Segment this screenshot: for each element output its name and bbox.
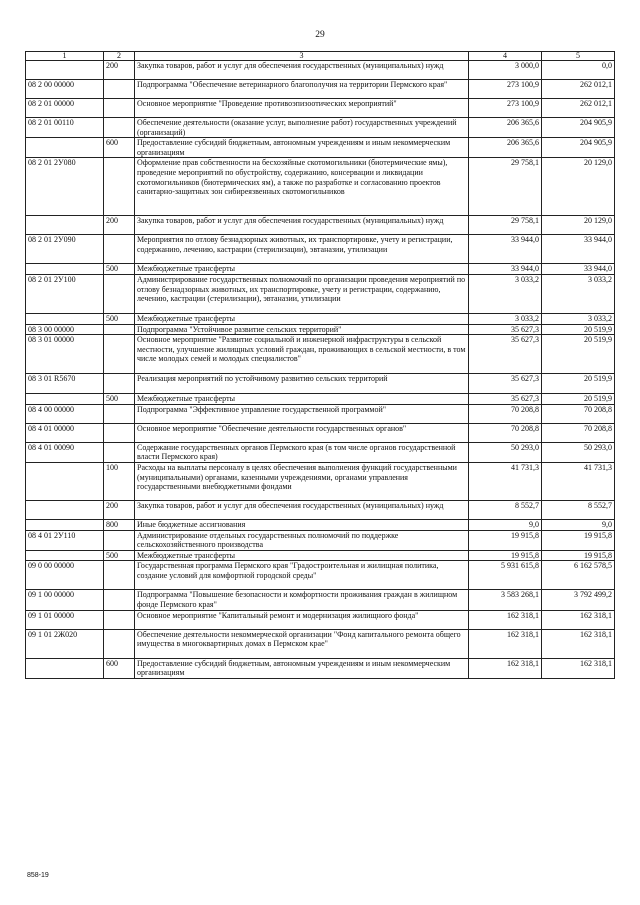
amount-col4-cell: 5 931 615,8 — [469, 561, 542, 590]
item-name-cell: Закупка товаров, работ и услуг для обеспечения государственных (муниципальных) нужд — [135, 61, 469, 80]
amount-col5-cell: 204 905,9 — [542, 118, 615, 138]
table-row — [26, 500, 615, 519]
item-name-cell: Оформление прав собственности на бесхозяйные скотомогильники (биотермические ямы), проведение мероприятий по обустройству, содержанию, консервации и ликвидации скотомогильников (биотермических ям), а также по разработке и согласованию проектов санитарно-защитных зон сибиреязвенных скотомогильников — [135, 158, 469, 216]
table-header-row — [26, 52, 615, 61]
expense-type-cell — [104, 274, 135, 313]
expense-type-cell: 200 — [104, 500, 135, 519]
expense-type-cell — [104, 235, 135, 264]
table-row — [26, 61, 615, 80]
expense-type-cell — [104, 118, 135, 138]
expense-type-cell — [104, 442, 135, 462]
table-row — [26, 658, 615, 678]
table-row — [26, 550, 615, 561]
table-row — [26, 264, 615, 275]
budget-code-cell: 08 2 01 2У100 — [26, 274, 104, 313]
table-row — [26, 138, 615, 158]
column-header: 2 — [104, 52, 135, 61]
item-name-cell: Подпрограмма "Эффективное управление государственной программой" — [135, 404, 469, 423]
table-row — [26, 610, 615, 629]
budget-code-cell — [26, 313, 104, 324]
budget-code-cell — [26, 61, 104, 80]
item-name-cell: Мероприятия по отлову безнадзорных животных, их транспортировке, учету и регистрации, содержанию, лечению, кастрации (стерилизации), эвтаназии, утилизации — [135, 235, 469, 264]
amount-col5-cell: 6 162 578,5 — [542, 561, 615, 590]
amount-col5-cell: 70 208,8 — [542, 423, 615, 442]
budget-code-cell: 08 2 01 2У080 — [26, 158, 104, 216]
amount-col5-cell: 19 915,8 — [542, 550, 615, 561]
item-name-cell: Обеспечение деятельности (оказание услуг, выполнение работ) государственных учреждений (организаций) — [135, 118, 469, 138]
item-name-cell: Обеспечение деятельности некоммерческой организации "Фонд капитального ремонта общего имущества в многоквартирных домах в Пермском крае" — [135, 629, 469, 658]
amount-col5-cell: 20 519,9 — [542, 374, 615, 394]
budget-code-cell — [26, 394, 104, 405]
amount-col5-cell: 20 519,9 — [542, 324, 615, 335]
item-name-cell: Межбюджетные трансферты — [135, 264, 469, 275]
item-name-cell: Межбюджетные трансферты — [135, 394, 469, 405]
amount-col4-cell: 19 915,8 — [469, 530, 542, 550]
amount-col4-cell: 29 758,1 — [469, 158, 542, 216]
expense-type-cell: 200 — [104, 61, 135, 80]
amount-col4-cell: 8 552,7 — [469, 500, 542, 519]
amount-col5-cell: 50 293,0 — [542, 442, 615, 462]
amount-col4-cell: 33 944,0 — [469, 264, 542, 275]
budget-code-cell: 09 1 01 00000 — [26, 610, 104, 629]
expense-type-cell — [104, 590, 135, 610]
budget-table — [25, 51, 615, 679]
expense-type-cell — [104, 335, 135, 374]
amount-col5-cell: 162 318,1 — [542, 610, 615, 629]
expense-type-cell — [104, 629, 135, 658]
expense-type-cell — [104, 404, 135, 423]
amount-col4-cell: 29 758,1 — [469, 216, 542, 235]
expense-type-cell: 500 — [104, 313, 135, 324]
expense-type-cell: 200 — [104, 216, 135, 235]
table-row — [26, 423, 615, 442]
item-name-cell: Подпрограмма "Повышение безопасности и комфортности проживания граждан в жилищном фонде Пермского края" — [135, 590, 469, 610]
budget-code-cell — [26, 138, 104, 158]
budget-code-cell: 08 3 00 00000 — [26, 324, 104, 335]
amount-col5-cell: 20 129,0 — [542, 216, 615, 235]
table-row — [26, 118, 615, 138]
amount-col5-cell: 262 012,1 — [542, 80, 615, 99]
amount-col4-cell: 3 583 268,1 — [469, 590, 542, 610]
item-name-cell: Подпрограмма "Обеспечение ветеринарного благополучия на территории Пермского края" — [135, 80, 469, 99]
item-name-cell: Основное мероприятие "Развитие социальной и инженерной инфраструктуры в сельской местности, улучшение жилищных условий граждан, проживающих в сельской местности, в том числе молодых семей и молодых специалистов" — [135, 335, 469, 374]
item-name-cell: Предоставление субсидий бюджетным, автономным учреждениям и иным некоммерческим организациям — [135, 658, 469, 678]
budget-code-cell — [26, 462, 104, 500]
expense-type-cell — [104, 530, 135, 550]
expense-type-cell — [104, 374, 135, 394]
amount-col5-cell: 162 318,1 — [542, 629, 615, 658]
item-name-cell: Реализация мероприятий по устойчивому развитию сельских территорий — [135, 374, 469, 394]
amount-col5-cell: 19 915,8 — [542, 530, 615, 550]
amount-col4-cell: 41 731,3 — [469, 462, 542, 500]
item-name-cell: Межбюджетные трансферты — [135, 313, 469, 324]
item-name-cell: Межбюджетные трансферты — [135, 550, 469, 561]
amount-col4-cell: 206 365,6 — [469, 118, 542, 138]
amount-col4-cell: 70 208,8 — [469, 423, 542, 442]
item-name-cell: Иные бюджетные ассигнования — [135, 519, 469, 530]
budget-code-cell: 08 2 01 2У090 — [26, 235, 104, 264]
amount-col4-cell: 70 208,8 — [469, 404, 542, 423]
budget-code-cell: 08 4 00 00000 — [26, 404, 104, 423]
table-row — [26, 442, 615, 462]
document-code: 858-19 — [27, 872, 49, 879]
amount-col4-cell: 206 365,6 — [469, 138, 542, 158]
amount-col4-cell: 35 627,3 — [469, 394, 542, 405]
budget-code-cell — [26, 519, 104, 530]
budget-code-cell: 08 2 01 00000 — [26, 99, 104, 118]
expense-type-cell: 600 — [104, 138, 135, 158]
table-row — [26, 274, 615, 313]
expense-type-cell — [104, 610, 135, 629]
budget-code-cell — [26, 658, 104, 678]
table-row — [26, 324, 615, 335]
table-row — [26, 561, 615, 590]
amount-col5-cell: 262 012,1 — [542, 99, 615, 118]
amount-col4-cell: 3 033,2 — [469, 313, 542, 324]
table-row — [26, 313, 615, 324]
table-row — [26, 80, 615, 99]
table-row — [26, 374, 615, 394]
item-name-cell: Администрирование государственных полномочий по организации проведения мероприятий по отлову безнадзорных животных, их транспортировке, учету и регистрации, содержанию, лечению, кастрации (стерилизации), эвтаназии, утилизации — [135, 274, 469, 313]
amount-col4-cell: 3 033,2 — [469, 274, 542, 313]
expense-type-cell — [104, 158, 135, 216]
budget-code-cell: 08 3 01 00000 — [26, 335, 104, 374]
item-name-cell: Предоставление субсидий бюджетным, автономным учреждениям и иным некоммерческим организациям — [135, 138, 469, 158]
amount-col4-cell: 35 627,3 — [469, 335, 542, 374]
expense-type-cell — [104, 561, 135, 590]
amount-col5-cell: 9,0 — [542, 519, 615, 530]
table-row — [26, 99, 615, 118]
expense-type-cell — [104, 423, 135, 442]
item-name-cell: Основное мероприятие "Обеспечение деятельности государственных органов" — [135, 423, 469, 442]
budget-code-cell — [26, 264, 104, 275]
expense-type-cell — [104, 324, 135, 335]
amount-col5-cell: 3 033,2 — [542, 274, 615, 313]
column-header: 4 — [469, 52, 542, 61]
budget-code-cell: 08 2 01 00110 — [26, 118, 104, 138]
table-row — [26, 462, 615, 500]
budget-code-cell: 08 4 01 2У110 — [26, 530, 104, 550]
expense-type-cell: 500 — [104, 264, 135, 275]
amount-col4-cell: 162 318,1 — [469, 629, 542, 658]
item-name-cell: Расходы на выплаты персоналу в целях обеспечения выполнения функций государственными (муниципальными) органами, казенными учреждениями, органами управления государственными внебюджетными фондами — [135, 462, 469, 500]
amount-col4-cell: 50 293,0 — [469, 442, 542, 462]
table-row — [26, 519, 615, 530]
column-header: 1 — [26, 52, 104, 61]
expense-type-cell: 500 — [104, 550, 135, 561]
amount-col5-cell: 41 731,3 — [542, 462, 615, 500]
table-row — [26, 404, 615, 423]
amount-col5-cell: 3 033,2 — [542, 313, 615, 324]
budget-code-cell: 08 2 00 00000 — [26, 80, 104, 99]
budget-code-cell: 08 3 01 R5670 — [26, 374, 104, 394]
amount-col5-cell: 3 792 499,2 — [542, 590, 615, 610]
budget-code-cell: 09 1 01 2Ж020 — [26, 629, 104, 658]
item-name-cell: Подпрограмма "Устойчивое развитие сельских территорий" — [135, 324, 469, 335]
item-name-cell: Закупка товаров, работ и услуг для обеспечения государственных (муниципальных) нужд — [135, 500, 469, 519]
amount-col4-cell: 35 627,3 — [469, 324, 542, 335]
column-header: 3 — [135, 52, 469, 61]
budget-code-cell: 08 4 01 00090 — [26, 442, 104, 462]
item-name-cell: Основное мероприятие "Проведение противоэпизоотических мероприятий" — [135, 99, 469, 118]
expense-type-cell — [104, 80, 135, 99]
amount-col4-cell: 273 100,9 — [469, 80, 542, 99]
table-row — [26, 216, 615, 235]
amount-col4-cell: 162 318,1 — [469, 610, 542, 629]
amount-col4-cell: 33 944,0 — [469, 235, 542, 264]
expense-type-cell — [104, 99, 135, 118]
expense-type-cell: 500 — [104, 394, 135, 405]
table-row — [26, 629, 615, 658]
item-name-cell: Содержание государственных органов Пермского края (в том числе органов государственной власти Пермского края) — [135, 442, 469, 462]
table-row — [26, 590, 615, 610]
amount-col5-cell: 33 944,0 — [542, 235, 615, 264]
amount-col4-cell: 273 100,9 — [469, 99, 542, 118]
amount-col5-cell: 20 129,0 — [542, 158, 615, 216]
budget-code-cell — [26, 500, 104, 519]
amount-col4-cell: 19 915,8 — [469, 550, 542, 561]
item-name-cell: Администрирование отдельных государственных полномочий по поддержке сельскохозяйственного производства — [135, 530, 469, 550]
expense-type-cell: 600 — [104, 658, 135, 678]
amount-col5-cell: 162 318,1 — [542, 658, 615, 678]
amount-col5-cell: 20 519,9 — [542, 394, 615, 405]
budget-code-cell — [26, 216, 104, 235]
item-name-cell: Закупка товаров, работ и услуг для обеспечения государственных (муниципальных) нужд — [135, 216, 469, 235]
column-header: 5 — [542, 52, 615, 61]
amount-col5-cell: 0,0 — [542, 61, 615, 80]
table-row — [26, 335, 615, 374]
item-name-cell: Основное мероприятие "Капитальный ремонт и модернизация жилищного фонда" — [135, 610, 469, 629]
expense-type-cell: 100 — [104, 462, 135, 500]
amount-col5-cell: 33 944,0 — [542, 264, 615, 275]
amount-col4-cell: 3 000,0 — [469, 61, 542, 80]
budget-code-cell: 09 1 00 00000 — [26, 590, 104, 610]
amount-col5-cell: 204 905,9 — [542, 138, 615, 158]
amount-col5-cell: 70 208,8 — [542, 404, 615, 423]
table-row — [26, 530, 615, 550]
table-row — [26, 394, 615, 405]
table-row — [26, 235, 615, 264]
amount-col5-cell: 20 519,9 — [542, 335, 615, 374]
amount-col5-cell: 8 552,7 — [542, 500, 615, 519]
amount-col4-cell: 162 318,1 — [469, 658, 542, 678]
page-number: 29 — [315, 30, 325, 40]
budget-code-cell: 09 0 00 00000 — [26, 561, 104, 590]
budget-code-cell: 08 4 01 00000 — [26, 423, 104, 442]
expense-type-cell: 800 — [104, 519, 135, 530]
table-row — [26, 158, 615, 216]
budget-code-cell — [26, 550, 104, 561]
amount-col4-cell: 35 627,3 — [469, 374, 542, 394]
item-name-cell: Государственная программа Пермского края "Градостроительная и жилищная политика, создание условий для комфортной городской среды" — [135, 561, 469, 590]
amount-col4-cell: 9,0 — [469, 519, 542, 530]
